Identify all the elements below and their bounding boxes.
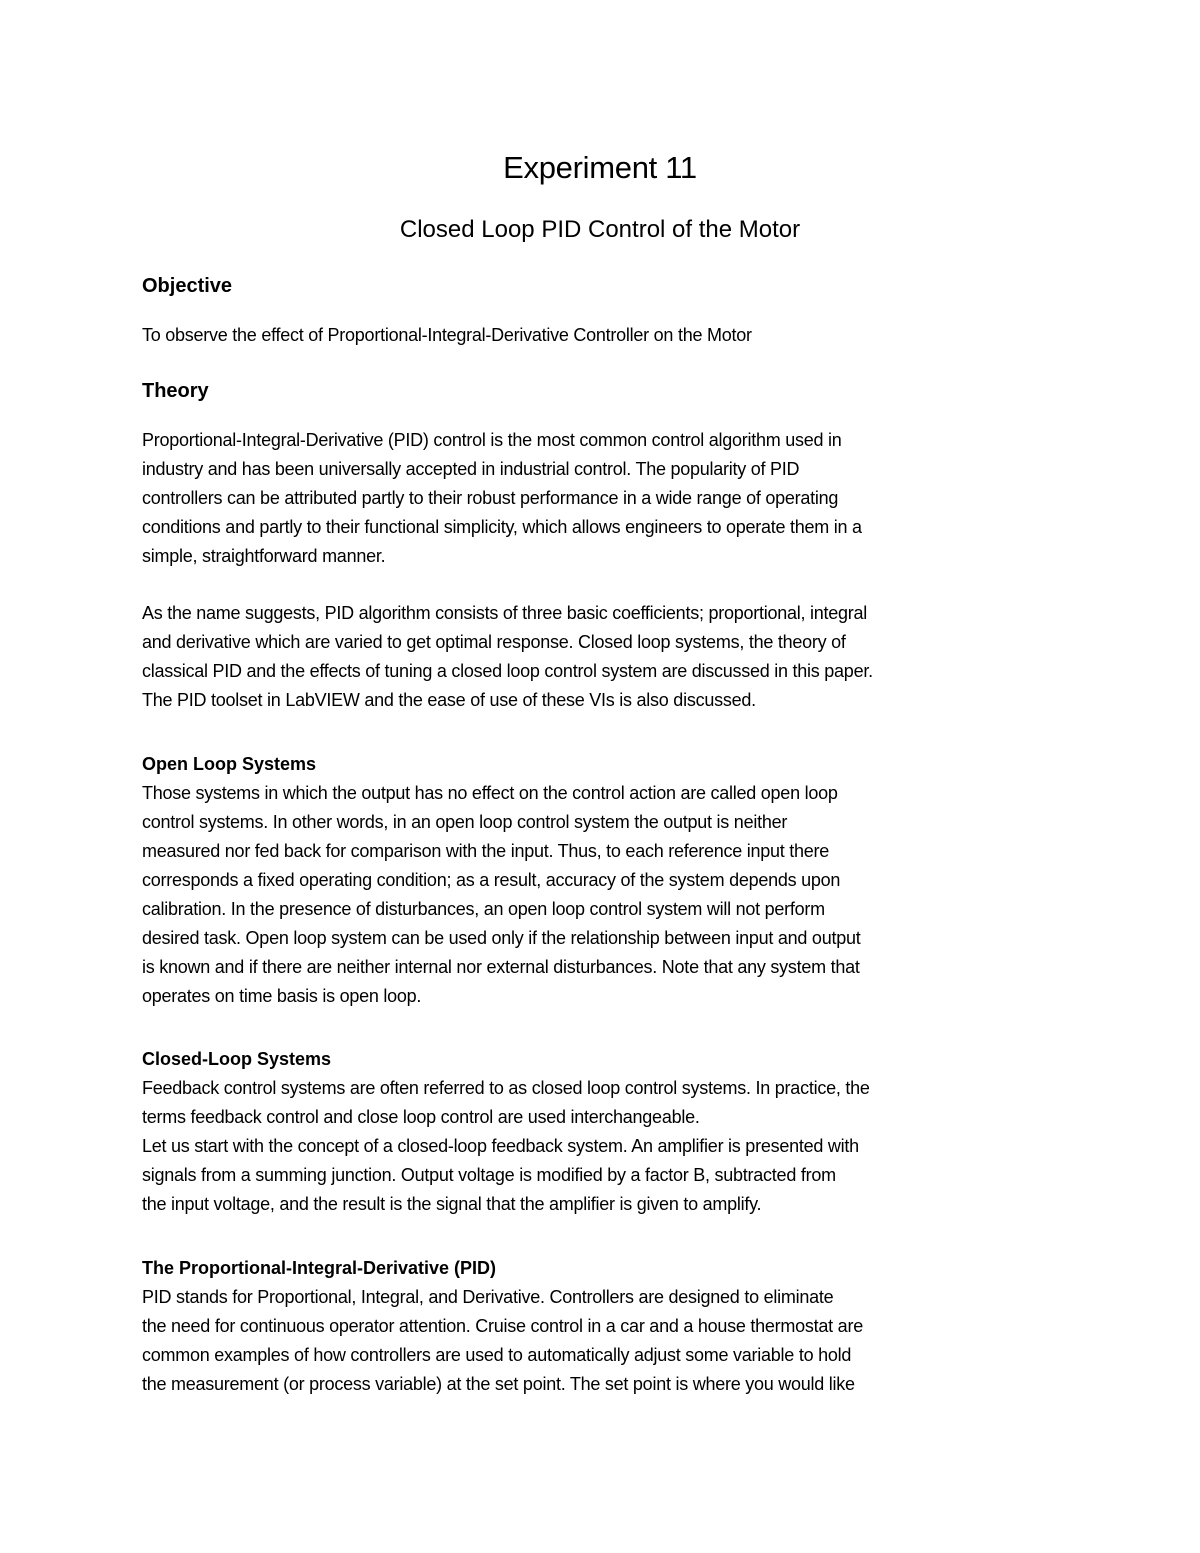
theory-paragraph-1-line: controllers can be attributed partly to their robust performance in a wide range of operating: [142, 488, 839, 508]
theory-paragraph-1-line: conditions and partly to their functional simplicity, which allows engineers to operate them in a: [142, 517, 862, 537]
theory-paragraph-2-line: classical PID and the effects of tuning a closed loop control system are discussed in this paper.: [142, 661, 873, 681]
theory-paragraph-1-line: simple, straightforward manner.: [142, 546, 386, 566]
objective-heading: Objective: [142, 275, 233, 297]
open-loop-line: calibration. In the presence of disturbances, an open loop control system will not perform: [142, 899, 825, 919]
theory-paragraph-2-line: As the name suggests, PID algorithm consists of three basic coefficients; proportional, integral: [142, 603, 868, 623]
open-loop-line: measured nor fed back for comparison with the input. Thus, to each reference input there: [142, 841, 830, 861]
open-loop-line: desired task. Open loop system can be used only if the relationship between input and output: [142, 928, 861, 948]
pid-line: common examples of how controllers are used to automatically adjust some variable to hold: [142, 1345, 852, 1365]
pid-line: the need for continuous operator attention. Cruise control in a car and a house thermostat are: [142, 1316, 863, 1336]
closed-loop-line: terms feedback control and close loop control are used interchangeable.: [142, 1107, 700, 1127]
open-loop-line: Those systems in which the output has no effect on the control action are called open loop: [142, 783, 838, 803]
open-loop-line: corresponds a fixed operating condition; as a result, accuracy of the system depends upon: [142, 870, 841, 890]
document-title: Experiment 11: [503, 150, 697, 185]
closed-loop-heading: Closed-Loop Systems: [142, 1049, 332, 1069]
document-subtitle: Closed Loop PID Control of the Motor: [399, 216, 801, 243]
theory-paragraph-2-line: The PID toolset in LabVIEW and the ease of use of these VIs is also discussed.: [142, 690, 756, 710]
closed-loop-line: Let us start with the concept of a closed-loop feedback system. An amplifier is presented with: [142, 1136, 859, 1156]
pid-heading: The Proportional-Integral-Derivative (PID): [142, 1258, 497, 1278]
open-loop-line: operates on time basis is open loop.: [142, 986, 422, 1006]
theory-paragraph-2-line: and derivative which are varied to get optimal response. Closed loop systems, the theory of: [142, 632, 846, 652]
closed-loop-line: Feedback control systems are often referred to as closed loop control systems. In practice, the: [142, 1078, 870, 1098]
theory-paragraph-1-line: industry and has been universally accepted in industrial control. The popularity of PID: [142, 459, 800, 479]
closed-loop-line: the input voltage, and the result is the signal that the amplifier is given to amplify.: [142, 1194, 762, 1214]
theory-heading: Theory: [142, 380, 209, 402]
objective-text: To observe the effect of Proportional-Integral-Derivative Controller on the Motor: [142, 325, 752, 345]
open-loop-heading: Open Loop Systems: [142, 754, 317, 774]
pid-line: PID stands for Proportional, Integral, and Derivative. Controllers are designed to eliminate: [142, 1287, 834, 1307]
open-loop-line: control systems. In other words, in an open loop control system the output is neither: [142, 812, 788, 832]
closed-loop-line: signals from a summing junction. Output voltage is modified by a factor B, subtracted from: [142, 1165, 836, 1185]
theory-paragraph-1-line: Proportional-Integral-Derivative (PID) control is the most common control algorithm used in: [142, 430, 842, 450]
open-loop-line: is known and if there are neither internal nor external disturbances. Note that any system that: [142, 957, 860, 977]
pid-line: the measurement (or process variable) at the set point. The set point is where you would like: [142, 1374, 855, 1394]
